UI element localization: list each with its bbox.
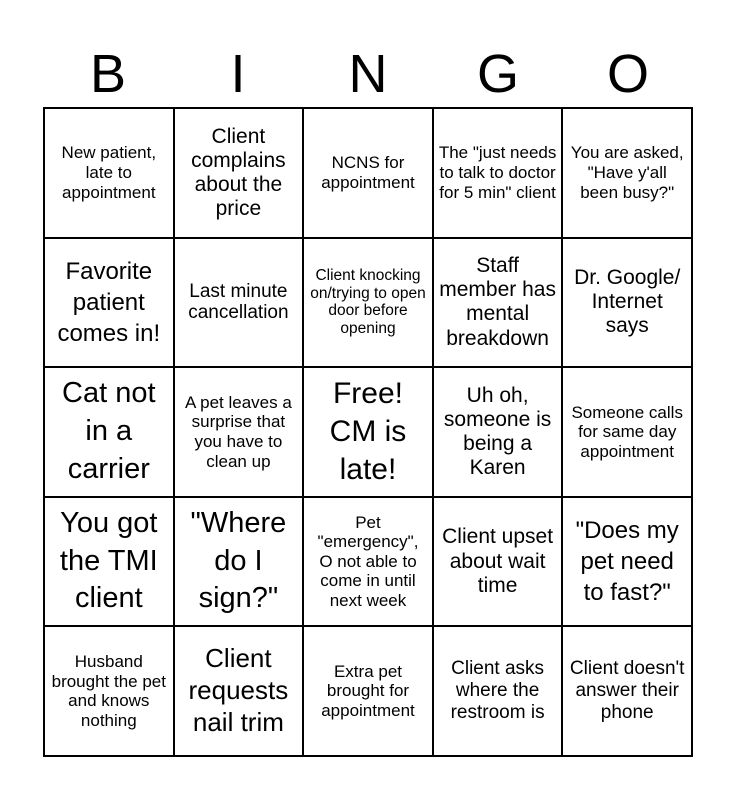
bingo-cell-r4c1[interactable]: You got the TMI client — [44, 497, 174, 627]
bingo-cell-r2c5[interactable]: Dr. Google/ Internet says — [562, 238, 692, 368]
bingo-cell-r1c2[interactable]: Client complains about the price — [174, 108, 304, 238]
bingo-cell-r3c3[interactable]: Free! CM is late! — [303, 367, 433, 497]
bingo-cell-r2c2[interactable]: Last minute cancellation — [174, 238, 304, 368]
bingo-cell-r2c4[interactable]: Staff member has mental breakdown — [433, 238, 563, 368]
bingo-cell-r4c2[interactable]: "Where do I sign?" — [174, 497, 304, 627]
header-letter-b: B — [89, 44, 127, 104]
header-letter-g: G — [476, 44, 519, 104]
bingo-cell-r2c1[interactable]: Favorite patient comes in! — [44, 238, 174, 368]
bingo-cell-r3c2[interactable]: A pet leaves a surprise that you have to clean up — [174, 367, 304, 497]
bingo-cell-r5c3[interactable]: Extra pet brought for appointment — [303, 626, 433, 756]
bingo-cell-r1c1[interactable]: New patient, late to appointment — [44, 108, 174, 238]
bingo-cell-r4c3[interactable]: Pet "emergency", O not able to come in until next week — [303, 497, 433, 627]
header-letter-i: I — [230, 44, 246, 104]
header-letter-n: N — [348, 44, 388, 104]
bingo-cell-r3c4[interactable]: Uh oh, someone is being a Karen — [433, 367, 563, 497]
bingo-grid — [43, 107, 693, 757]
bingo-cell-r4c5[interactable]: "Does my pet need to fast?" — [562, 497, 692, 627]
bingo-cell-r3c5[interactable]: Someone calls for same day appointment — [562, 367, 692, 497]
bingo-cell-r2c3[interactable]: Client knocking on/trying to open door before opening — [303, 238, 433, 368]
bingo-cell-r5c2[interactable]: Client requests nail trim — [174, 626, 304, 756]
bingo-cell-r4c4[interactable]: Client upset about wait time — [433, 497, 563, 627]
header-letter-o: O — [606, 44, 649, 104]
bingo-cell-r1c5[interactable]: You are asked, "Have y'all been busy?" — [562, 108, 692, 238]
bingo-header — [43, 40, 693, 108]
bingo-cell-r5c1[interactable]: Husband brought the pet and knows nothing — [44, 626, 174, 756]
bingo-cell-r1c3[interactable]: NCNS for appointment — [303, 108, 433, 238]
bingo-cell-r5c4[interactable]: Client asks where the restroom is — [433, 626, 563, 756]
bingo-cell-r1c4[interactable]: The "just needs to talk to doctor for 5 min" client — [433, 108, 563, 238]
bingo-cell-r5c5[interactable]: Client doesn't answer their phone — [562, 626, 692, 756]
bingo-cell-r3c1[interactable]: Cat not in a carrier — [44, 367, 174, 497]
